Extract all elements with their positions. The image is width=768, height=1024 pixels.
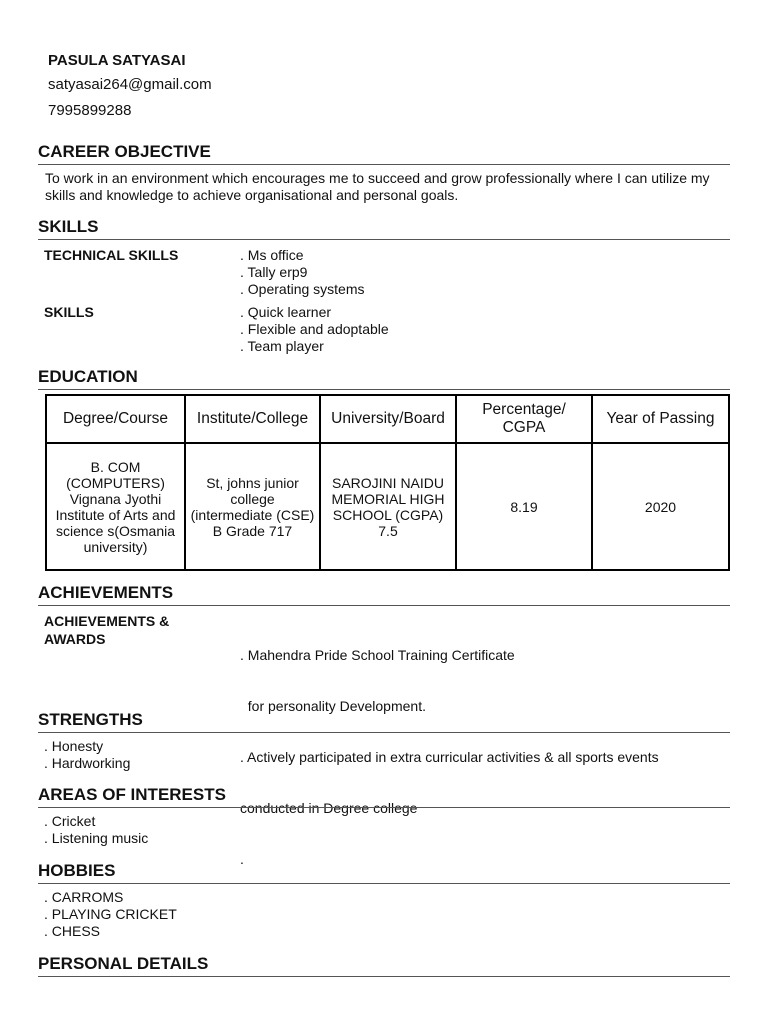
- phone-text: 7995899288: [48, 102, 132, 119]
- list-item: . Hardworking: [44, 755, 131, 771]
- list-item: . Team player: [240, 338, 324, 354]
- list-item: . CHESS: [44, 923, 101, 939]
- section-divider: [38, 976, 730, 977]
- university-cell: SAROJINI NAIDU MEMORIAL HIGH SCHOOL (CGPA) 7.5: [321, 444, 455, 569]
- institute-cell: St, johns junior college (intermediate (CSE) B Grade 717: [186, 444, 319, 569]
- skills-section: [38, 216, 730, 356]
- hobbies-list: [38, 884, 730, 940]
- strengths-section: [38, 709, 730, 772]
- list-item: for personality Development.: [240, 698, 426, 714]
- list-item: .: [240, 851, 244, 867]
- list-item: . CARROMS: [44, 889, 124, 905]
- year-cell: 2020: [593, 444, 728, 569]
- technical-skills-list: [240, 247, 365, 298]
- candidate-name: PASULA SATYASAI: [48, 52, 186, 69]
- soft-skills-list: [240, 304, 389, 355]
- soft-skills-label: SKILLS: [44, 304, 94, 320]
- interests-section: [38, 784, 730, 847]
- table-header-row: [47, 396, 728, 442]
- list-item: conducted in Degree college: [240, 800, 418, 816]
- education-heading: EDUCATION: [38, 367, 138, 386]
- career-objective-heading: CAREER OBJECTIVE: [38, 142, 211, 161]
- education-section: [38, 366, 730, 390]
- column-header-year: Year of Passing: [593, 396, 728, 442]
- section-divider: [38, 605, 730, 606]
- list-item: . Operating systems: [240, 281, 365, 297]
- strengths-heading: STRENGTHS: [38, 710, 143, 729]
- column-header-degree: Degree/Course: [47, 396, 184, 442]
- hobbies-heading: HOBBIES: [38, 861, 116, 880]
- percentage-cell: 8.19: [457, 444, 591, 569]
- personal-details-heading: PERSONAL DETAILS: [38, 954, 209, 973]
- list-item: . Ms office: [240, 247, 304, 263]
- section-divider: [38, 239, 730, 240]
- email-text: satyasai264@gmail.com: [48, 76, 212, 93]
- personal-details-section: [38, 953, 730, 977]
- list-item: . Mahendra Pride School Training Certificate: [240, 647, 515, 663]
- column-header-university: University/Board: [321, 396, 455, 442]
- education-table: [45, 394, 730, 571]
- achievements-heading: ACHIEVEMENTS: [38, 583, 174, 602]
- list-item: . Tally erp9: [240, 264, 308, 280]
- technical-skills-label: TECHNICAL SKILLS: [44, 247, 179, 263]
- table-row: [47, 444, 728, 569]
- section-divider: [38, 389, 730, 390]
- interests-heading: AREAS OF INTERESTS: [38, 785, 226, 804]
- achievements-awards-label: ACHIEVEMENTS & AWARDS: [44, 613, 170, 647]
- career-objective-text: To work in an environment which encourages me to succeed and grow professionally where I can utilize my skills and knowledge to achieve organisational and personal goals.: [45, 170, 710, 203]
- skills-heading: SKILLS: [38, 217, 99, 236]
- list-item: . Flexible and adoptable: [240, 321, 389, 337]
- career-objective-section: [38, 141, 730, 204]
- column-header-institute: Institute/College: [186, 396, 319, 442]
- list-item: . Quick learner: [240, 304, 332, 320]
- list-item: . Actively participated in extra curricular activities & all sports events: [240, 749, 659, 765]
- list-item: . Cricket: [44, 813, 96, 829]
- list-item: . PLAYING CRICKET: [44, 906, 177, 922]
- list-item: . Honesty: [44, 738, 104, 754]
- degree-cell: B. COM (COMPUTERS) Vignana Jyothi Institute of Arts and science s(Osmania university): [47, 444, 184, 569]
- list-item: . Listening music: [44, 830, 149, 846]
- strengths-list: [38, 733, 730, 772]
- hobbies-section: [38, 860, 730, 940]
- column-header-percentage: Percentage/ CGPA: [457, 396, 591, 442]
- interests-list: [38, 808, 730, 847]
